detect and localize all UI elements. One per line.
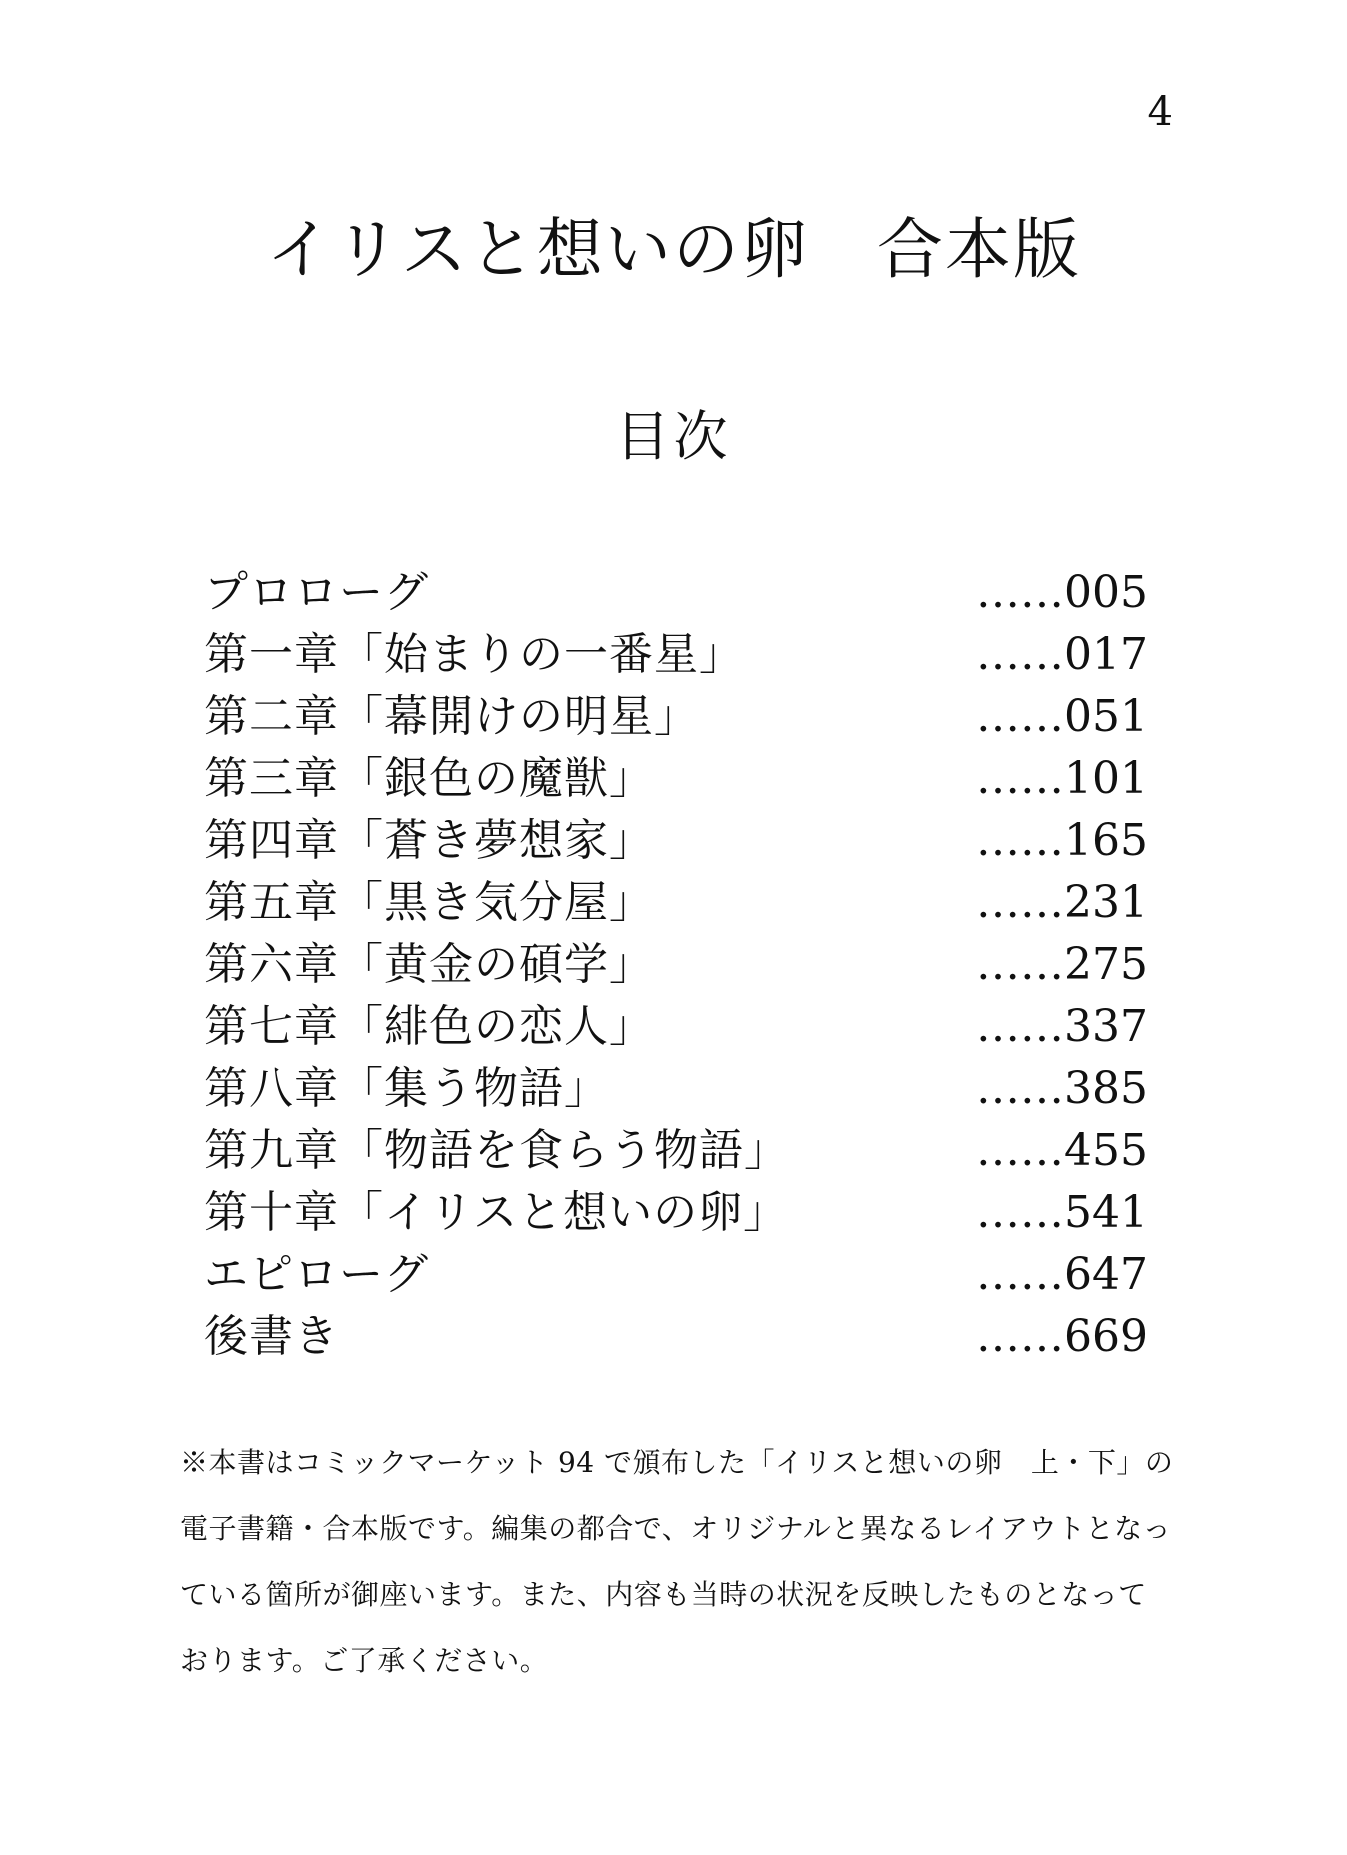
toc-entry-page: ……385 [976,1063,1148,1114]
toc-entry-chapter-1[interactable] [204,624,1148,686]
toc-entry-title: 後書き [204,1311,339,1362]
toc-entry-page: ……541 [976,1187,1148,1238]
toc-entry-prologue[interactable] [204,562,1148,624]
toc-entry-title: 第一章「始まりの一番星」 [204,629,744,680]
note-line: 電子書籍・合本版です。編集の都合で、オリジナルと異なるレイアウトとなっ [180,1512,1172,1545]
toc-entry-title: 第七章「緋色の恋人」 [204,1001,654,1052]
toc-entry-chapter-9[interactable] [204,1120,1148,1182]
book-title: イリスと想いの卵 合本版 [266,211,1081,288]
toc-entry-chapter-10[interactable] [204,1182,1148,1244]
toc-entry-title: プロローグ [204,567,429,618]
toc-entry-epilogue[interactable] [204,1244,1148,1306]
toc-entry-page: ……051 [976,691,1148,742]
toc-entry-title: 第二章「幕開けの明星」 [204,691,699,742]
note-line: ※本書はコミックマーケット 94 で頒布した「イリスと想いの卵 上・下」の [180,1446,1174,1479]
toc-entry-page: ……017 [976,629,1148,680]
toc-entry-chapter-7[interactable] [204,996,1148,1058]
toc-entry-title: エピローグ [204,1249,429,1300]
toc-entry-page: ……165 [976,815,1148,866]
toc-entry-title: 第九章「物語を食らう物語」 [204,1125,789,1176]
toc-entry-chapter-2[interactable] [204,686,1148,748]
toc-entry-chapter-5[interactable] [204,872,1148,934]
toc-entry-title: 第十章「イリスと想いの卵」 [204,1187,789,1238]
toc-entry-title: 第三章「銀色の魔獣」 [204,753,654,804]
toc-entry-chapter-3[interactable] [204,748,1148,810]
toc-entry-page: ……455 [976,1125,1148,1176]
toc-entry-page: ……337 [976,1001,1148,1052]
toc-entry-page: ……101 [976,753,1148,804]
toc-entry-title: 第五章「黒き気分屋」 [204,877,654,928]
toc-entry-page: ……231 [976,877,1148,928]
toc-heading: 目次 [615,405,732,468]
toc-entry-page: ……005 [976,567,1148,618]
publication-note [180,1430,1174,1694]
table-of-contents [204,562,1148,1368]
toc-entry-afterword[interactable] [204,1306,1148,1368]
toc-entry-chapter-4[interactable] [204,810,1148,872]
toc-entry-page: ……275 [976,939,1148,990]
toc-entry-title: 第四章「蒼き夢想家」 [204,815,654,866]
toc-entry-page: ……647 [976,1249,1148,1300]
toc-entry-chapter-8[interactable] [204,1058,1148,1120]
note-line: おります。ご了承ください。 [180,1644,549,1677]
toc-entry-page: ……669 [976,1311,1148,1362]
note-line: ている箇所が御座います。また、内容も当時の状況を反映したものとなって [180,1578,1147,1611]
page-number: 4 [1147,89,1173,135]
toc-entry-title: 第六章「黄金の碩学」 [204,939,654,990]
toc-entry-chapter-6[interactable] [204,934,1148,996]
toc-entry-title: 第八章「集う物語」 [204,1063,609,1114]
